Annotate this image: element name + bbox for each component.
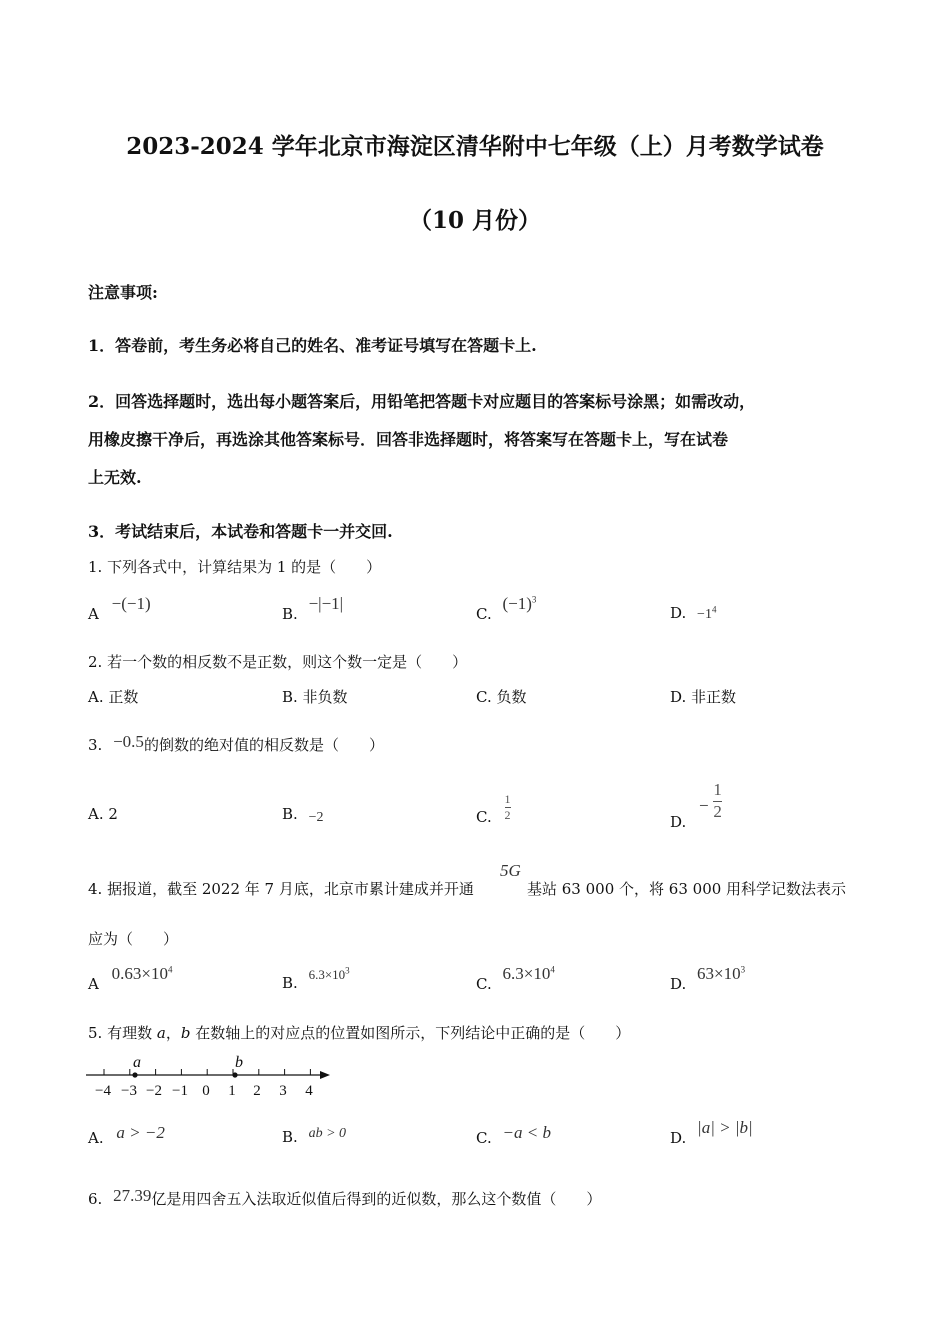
q3-c-fraction [505, 793, 511, 822]
q2-option-d: D. 非正数 [670, 688, 737, 706]
exam-subtitle: （10 月份） [408, 207, 541, 234]
q4-stem-post: 基站 63 000 个，将 63 000 用科学记数法表示 [527, 880, 847, 898]
q3-option-a: A. 2 [88, 805, 118, 823]
q5-var-b: b [180, 1024, 191, 1042]
q2-option-c: C. 负数 [476, 688, 527, 706]
q4-stem-line-2: 应为（ ） [88, 930, 179, 948]
q3-stem [88, 734, 384, 755]
point-a-label: a [133, 1054, 141, 1071]
tick-label: 1 [228, 1083, 236, 1099]
exam-title: 2023-2024 学年北京市海淀区清华附中七年级（上）月考数学试卷 [126, 133, 824, 160]
q3-c-label: C. [476, 807, 492, 826]
q1-b-math: −|−1| [308, 594, 344, 613]
q3-d-sign: − [699, 796, 709, 816]
q5-option-a [88, 1123, 165, 1148]
q3-option-d [670, 780, 722, 832]
q5-sep: ， [165, 1024, 181, 1042]
q4-stem-pre: 4. 据报道，截至 2022 年 7 月底，北京市累计建成并开通 [88, 880, 474, 898]
q6-math: 27.39 [113, 1186, 152, 1205]
q5-option-b [282, 1128, 346, 1147]
number-line-arrow [320, 1071, 330, 1079]
q5-b-math: ab > 0 [308, 1126, 347, 1141]
q5-stem-pre: 5. 有理数 [88, 1024, 153, 1042]
tick-label: −2 [146, 1083, 162, 1099]
q5-stem-post: 在数轴上的对应点的位置如图所示，下列结论中正确的是（ ） [195, 1024, 631, 1042]
q3-c-den: 2 [504, 808, 511, 823]
q5-option-c [476, 1123, 551, 1148]
point-b [232, 1072, 237, 1077]
q4-a-math: 0.63×10 [111, 964, 168, 983]
q1-c-label: C. [476, 605, 492, 623]
q3-num: 3. [88, 736, 103, 754]
q3-b-math: −2 [308, 810, 324, 825]
q3-d-den: 2 [713, 801, 722, 821]
q4-option-b [282, 965, 350, 992]
point-b-label: b [235, 1054, 243, 1071]
q4-a-label: A [88, 975, 99, 993]
q3-d-label: D. [670, 813, 687, 832]
q2-option-a: A. 正数 [88, 688, 139, 706]
q2-stem: 2. 若一个数的相反数不是正数，则这个数一定是（ ） [88, 653, 468, 671]
note-2-line-3: 上无效. [88, 468, 142, 487]
number-line [84, 1050, 344, 1100]
note-2-line-1: 2．回答选择题时，选出每小题答案后，用铅笔把答题卡对应题目的答案标号涂黑；如需改动， [88, 392, 756, 411]
q1-option-c [476, 594, 537, 624]
q3-option-b [282, 805, 323, 824]
q3-math: −0.5 [113, 732, 144, 751]
q5-c-math: −a < b [502, 1123, 551, 1142]
q5-stem [88, 1022, 630, 1043]
note-1: 1．答卷前，考生务必将自己的姓名、准考证号填写在答题卡上. [88, 336, 537, 355]
q1-c-exp: 3 [531, 594, 537, 605]
q5-a-label: A. [88, 1129, 104, 1147]
tick-label: −3 [121, 1083, 137, 1099]
q1-d-label: D. [670, 604, 687, 622]
tick-label: 3 [279, 1083, 287, 1099]
q3-d-fraction [713, 781, 722, 821]
q3-b-label: B. [282, 805, 298, 823]
q4-b-exp: 3 [345, 965, 350, 976]
q4-math-5g: 5G [500, 861, 521, 880]
q6-num: 6. [88, 1190, 103, 1208]
q5-b-label: B. [282, 1128, 298, 1146]
q3-d-num: 1 [713, 780, 722, 799]
q1-option-d [670, 604, 716, 623]
q1-a-label: A [88, 605, 99, 623]
q1-b-label: B. [282, 605, 298, 623]
q1-stem: 1. 下列各式中，计算结果为 1 的是（ ） [88, 558, 382, 576]
q1-a-math: −(−1) [111, 594, 151, 613]
point-a [132, 1072, 137, 1077]
q1-option-b [282, 594, 344, 624]
q5-c-label: C. [476, 1129, 492, 1147]
q1-option-a [88, 594, 151, 624]
q4-c-label: C. [476, 975, 492, 993]
tick-label: −4 [95, 1083, 111, 1099]
q4-d-exp: 3 [740, 964, 746, 975]
q3-option-c [476, 792, 511, 826]
q5-d-label: D. [670, 1129, 687, 1147]
q3-stem-text: 的倒数的绝对值的相反数是（ ） [143, 736, 384, 754]
note-2-line-2: 用橡皮擦干净后，再选涂其他答案标号．回答非选择题时，将答案写在答题卡上，写在试卷 [88, 430, 729, 449]
q4-b-label: B. [282, 974, 298, 992]
q5-a-math: a > −2 [116, 1123, 165, 1142]
note-3: 3．考试结束后，本试卷和答题卡一并交回. [88, 522, 393, 541]
q3-c-num: 1 [504, 792, 511, 806]
q2-option-b: B. 非负数 [282, 688, 348, 706]
q1-c-math: (−1) [502, 594, 532, 613]
q6-stem [88, 1188, 601, 1209]
q4-c-math: 6.3×10 [502, 964, 551, 983]
q4-a-exp: 4 [167, 964, 173, 975]
tick-label: 4 [305, 1083, 313, 1099]
q6-stem-text: 亿是用四舍五入法取近似值后得到的近似数，那么这个数值（ ） [151, 1190, 602, 1208]
notes-heading: 注意事项: [88, 283, 158, 302]
q1-d-math: −1 [697, 607, 712, 622]
q4-b-math: 6.3×10 [308, 967, 346, 982]
tick-label: 2 [253, 1083, 261, 1099]
q1-d-exp: 4 [711, 604, 717, 615]
q4-d-label: D. [670, 975, 687, 993]
q4-d-math: 63×10 [697, 964, 741, 983]
q5-d-math: |a| > |b| [697, 1118, 753, 1137]
tick-label: −1 [172, 1083, 188, 1099]
q5-option-d [670, 1118, 753, 1148]
tick-label: 0 [202, 1083, 210, 1099]
q4-c-exp: 4 [550, 964, 555, 975]
q5-var-a: a [156, 1024, 166, 1042]
